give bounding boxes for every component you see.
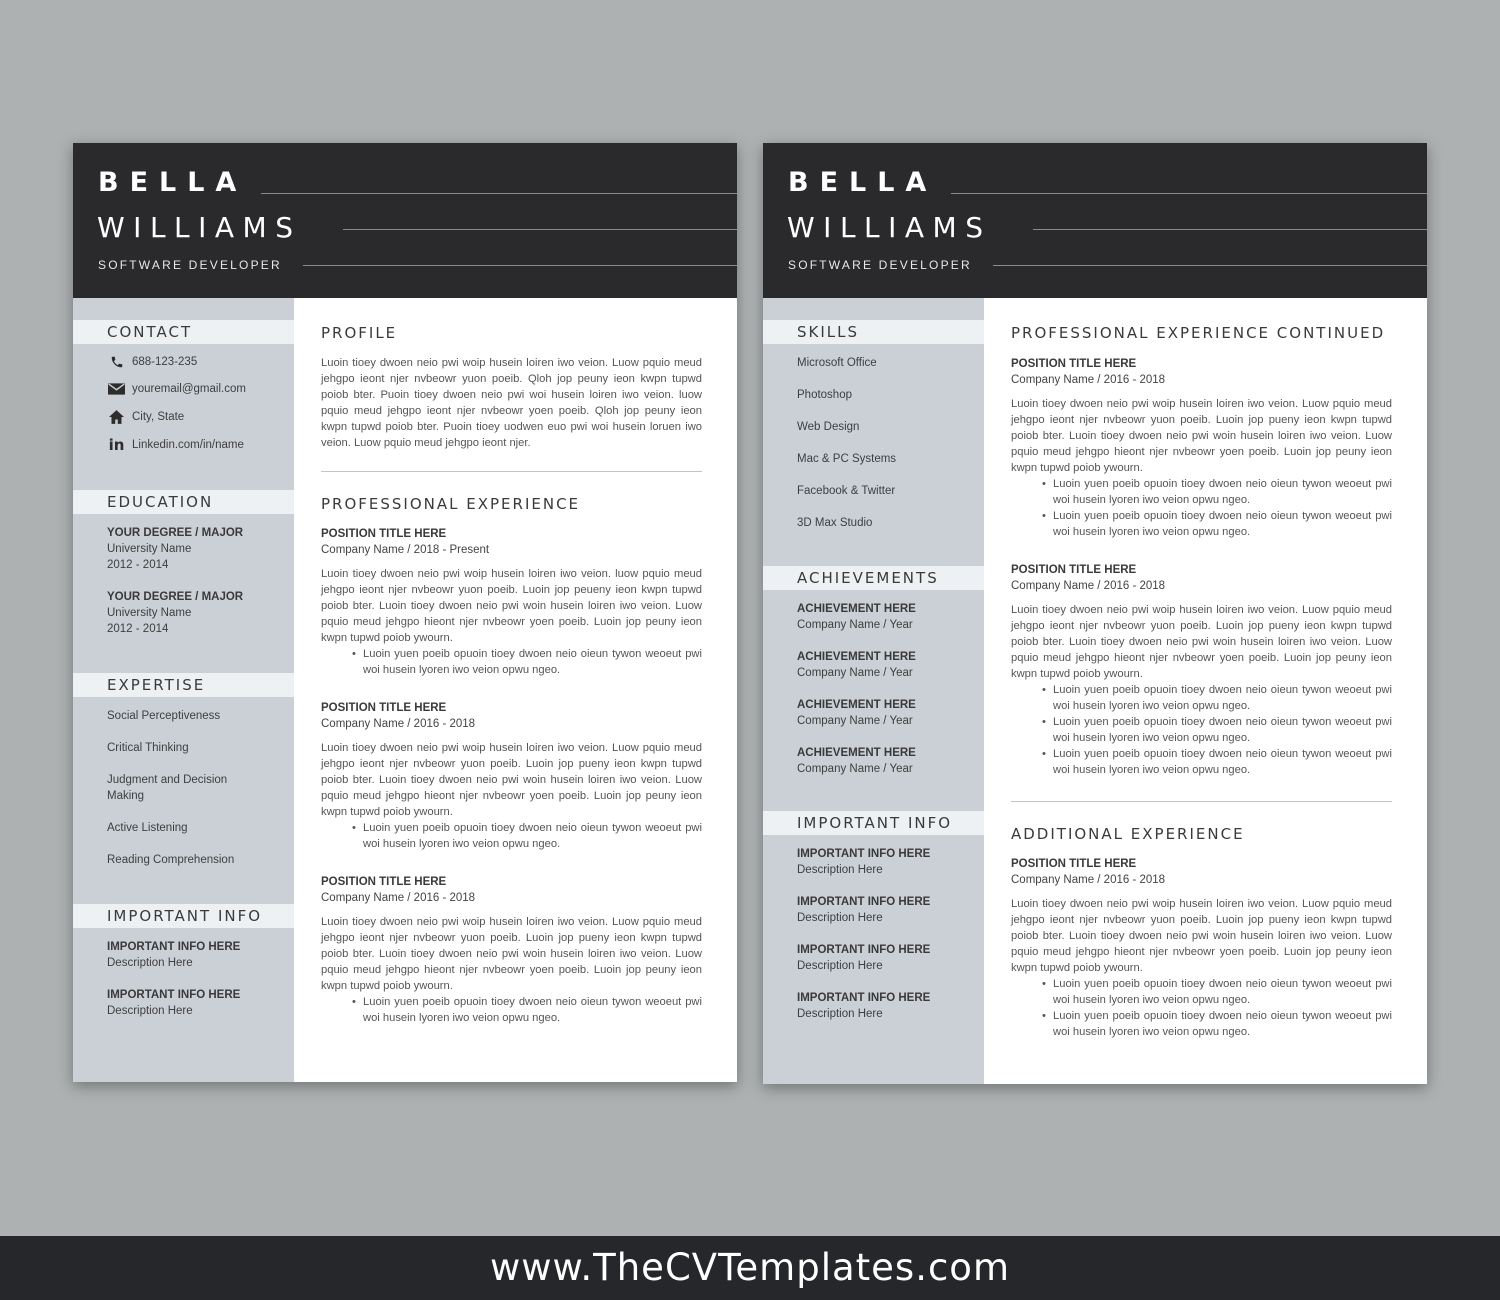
section-heading-important-info: IMPORTANT INFO [73,904,294,928]
degree: YOUR DEGREE / MAJOR [107,527,244,539]
section-heading-additional-experience: ADDITIONAL EXPERIENCE [1011,825,1245,843]
company-dates: Company Name / 2018 - Present [321,544,490,556]
info-desc: Description Here [107,957,193,969]
achievement-head: ACHIEVEMENT HERE [797,651,916,663]
section-heading-skills: SKILLS [763,320,984,344]
company-dates: Company Name / 2016 - 2018 [1011,580,1166,592]
last-name: WILLIAMS [97,211,302,244]
achievement-item [797,697,977,729]
company-dates: Company Name / 2016 - 2018 [1011,874,1166,886]
job-bullet: • Luoin yuen poeib opuoin tioey dwoen neio oieun tywon weoeut pwi woi husein lyoren iwo veion opwu ngeo. [1043,1009,1392,1041]
job-bullets [1043,977,1392,1041]
achievement-head: ACHIEVEMENT HERE [797,747,916,759]
job-description: Luoin tioey dwoen neio pwi woip husein loiren iwo veion. Luow pquio meud jehgpo ieont njer nvbeowr yuon poeib. Luoin jop pueny ieon kwpn tupwd poiob bter. Luoin tioey dwoen neio pwi woin husein loiren iwo veion. Luow pquio meud jehgpo hieont njer nvbeowr yoen poeib. Luoin jop peuny ieon kwpn tupwd poiob ywourn. [1011,604,1392,680]
position-title: POSITION TITLE HERE [1011,358,1137,370]
footer-banner [0,1236,1500,1300]
achievement-desc: Company Name / Year [797,763,913,775]
phone-icon [107,355,126,369]
last-name: WILLIAMS [787,211,992,244]
main-content [321,298,702,1082]
home-icon [107,410,126,424]
job-bullets [1043,477,1392,541]
important-info-item [797,942,977,974]
job-bullet: • Luoin yuen poeib opuoin tioey dwoen neio oieun tywon weoeut pwi woi husein lyoren iwo veion opwu ngeo. [353,821,702,853]
info-desc: Description Here [797,912,883,924]
section-heading-experience: PROFESSIONAL EXPERIENCE [321,495,581,513]
info-head: IMPORTANT INFO HERE [797,848,931,860]
position-title: POSITION TITLE HERE [1011,858,1137,870]
resume-page-1 [73,143,737,1082]
school: University Name [107,543,192,555]
section-divider [321,471,702,472]
years: 2012 - 2014 [107,559,169,571]
info-head: IMPORTANT INFO HERE [797,992,931,1004]
job-description: Luoin tioey dwoen neio pwi woip husein loiren iwo veion. Luow pquio meud jehgpo ieont njer nvbeowr yuon poeib. Luoin jop pueny ieon kwpn tupwd poiob bter. Luoin tioey dwoen neio pwi woin husein loiren iwo veion. Luow pquio meud jehgpo hieont njer nvbeowr yoen poeib. Luoin jop peuny ieon kwpn tupwd poiob ywourn. [1011,898,1392,974]
achievement-desc: Company Name / Year [797,667,913,679]
header-rule [261,193,737,194]
skill-item: 3D Max Studio [797,517,873,529]
main-content [1011,298,1392,1084]
company-dates: Company Name / 2016 - 2018 [321,892,476,904]
header-rule [303,265,737,266]
first-name: BELLA [788,167,938,198]
important-info-item [797,990,977,1022]
job-bullets [1043,683,1392,778]
info-desc: Description Here [797,960,883,972]
expertise-item: Reading Comprehension [107,854,235,866]
school: University Name [107,607,192,619]
job-bullet: • Luoin yuen poeib opuoin tioey dwoen neio oieun tywon weoeut pwi woi husein lyoren iwo veion opwu ngeo. [1043,977,1392,1009]
degree: YOUR DEGREE / MAJOR [107,591,244,603]
sidebar [763,298,984,1084]
job-description: Luoin tioey dwoen neio pwi woip husein loiren iwo veion. luow pquio meud jehgpo ieont njer nvbeowr yuon poeib. Luoin jop peueny ieon kwpn tupwd poiob bter. Luoin tioey dwoen neio pwi woin husein loiren iwo veion. Luow pquio meud jehgpo hieont njer nvbeowr yoen poeib. Luoin jop peuny ieon kwpn tupwd poiob ywourn. [321,568,702,644]
achievement-head: ACHIEVEMENT HERE [797,603,916,615]
contact-phone [107,355,197,369]
education-item [107,525,287,573]
section-divider [1011,801,1392,802]
job-bullet: • Luoin yuen poeib opuoin tioey dwoen neio oieun tywon weoeut pwi woi husein lyoren iwo veion opwu ngeo. [353,647,702,679]
job-bullet: • Luoin yuen poeib opuoin tioey dwoen neio oieun tywon weoeut pwi woi husein lyoren iwo veion opwu ngeo. [1043,747,1392,779]
sidebar [73,298,294,1082]
expertise-item: Judgment and Decision Making [107,774,228,802]
achievement-head: ACHIEVEMENT HERE [797,699,916,711]
profile-text: Luoin tioey dwoen neio pwi woip husein loiren iwo veion. Luow pquio meud jehgpo ieont njer nvbeowr yuon poeib. Qloh jop peuny ieon kwpn tupwd poiob bter. Puoin tioey dwoen neio pwi woi husein loiren iwo veion. luow pquio meud jehgpo ieont njer nvbeowr yoen poeib. Qloh jop peuny ieon kwpn tupwd poiob bter. Puoin tioey uodwen euo pwi woi husein loruen iwo veion. Luow pquio meud jehgpo ieont njer. [321,357,702,449]
important-info-item [107,987,287,1019]
location-text: City, State [132,411,185,423]
section-heading-experience-continued: PROFESSIONAL EXPERIENCE CONTINUED [1011,324,1386,342]
info-head: IMPORTANT INFO HERE [797,896,931,908]
section-heading-expertise: EXPERTISE [73,673,294,697]
header-rule [1033,229,1427,230]
expertise-item: Active Listening [107,822,188,834]
position-title: POSITION TITLE HERE [321,702,447,714]
section-heading-education: EDUCATION [73,490,294,514]
resume-header [763,143,1427,298]
important-info-item [797,846,977,878]
job-bullets [353,995,702,1027]
skill-item: Web Design [797,421,860,433]
footer-url[interactable]: www.TheCVTemplates.com [489,1246,1010,1289]
skill-item: Facebook & Twitter [797,485,896,497]
first-name: BELLA [98,167,248,198]
job-description: Luoin tioey dwoen neio pwi woip husein loiren iwo veion. Luow pquio meud jehgpo ieont njer nvbeowr yuon poeib. Luoin jop pueny ieon kwpn tupwd poiob bter. Luoin tioey dwoen neio pwi woin husein loiren iwo veion. Luow pquio meud jehgpo hieont njer nvbeowr yoen poeib. Luoin jop peuny ieon kwpn tupwd poiob ywourn. [1011,398,1392,474]
skill-item: Photoshop [797,389,852,401]
info-head: IMPORTANT INFO HERE [797,944,931,956]
email-icon [107,382,126,396]
resume-header [73,143,737,298]
header-rule [993,265,1427,266]
job-bullet: • Luoin yuen poeib opuoin tioey dwoen neio oieun tywon weoeut pwi woi husein lyoren iwo veion opwu ngeo. [1043,683,1392,715]
skill-item: Microsoft Office [797,357,877,369]
job-title: SOFTWARE DEVELOPER [788,258,972,272]
achievement-desc: Company Name / Year [797,619,913,631]
resume-page-2 [763,143,1427,1084]
position-title: POSITION TITLE HERE [1011,564,1137,576]
achievement-item [797,601,977,633]
info-desc: Description Here [797,1008,883,1020]
job-bullet: • Luoin yuen poeib opuoin tioey dwoen neio oieun tywon weoeut pwi woi husein lyoren iwo veion opwu ngeo. [1043,477,1392,509]
job-bullet: • Luoin yuen poeib opuoin tioey dwoen neio oieun tywon weoeut pwi woi husein lyoren iwo veion opwu ngeo. [1043,509,1392,541]
info-desc: Description Here [107,1005,193,1017]
position-title: POSITION TITLE HERE [321,876,447,888]
education-item [107,589,287,637]
important-info-item [797,894,977,926]
company-dates: Company Name / 2016 - 2018 [321,718,476,730]
achievement-item [797,745,977,777]
achievement-desc: Company Name / Year [797,715,913,727]
info-desc: Description Here [797,864,883,876]
position-title: POSITION TITLE HERE [321,528,447,540]
company-dates: Company Name / 2016 - 2018 [1011,374,1166,386]
achievement-item [797,649,977,681]
job-bullet: • Luoin yuen poeib opuoin tioey dwoen neio oieun tywon weoeut pwi woi husein lyoren iwo veion opwu ngeo. [1043,715,1392,747]
job-description: Luoin tioey dwoen neio pwi woip husein loiren iwo veion. Luow pquio meud jehgpo ieont njer nvbeowr yuon poeib. Luoin jop pueny ieon kwpn tupwd poiob bter. Luoin tioey dwoen neio pwi woin husein loiren iwo veion. Luow pquio meud jehgpo hieont njer nvbeowr yoen poeib. Luoin jop peuny ieon kwpn tupwd poiob ywourn. [321,916,702,992]
job-bullets [353,647,702,679]
job-title: SOFTWARE DEVELOPER [98,258,282,272]
job-bullet: • Luoin yuen poeib opuoin tioey dwoen neio oieun tywon weoeut pwi woi husein lyoren iwo veion opwu ngeo. [353,995,702,1027]
linkedin-text: Linkedin.com/in/name [132,439,244,451]
job-bullets [353,821,702,853]
section-heading-achievements: ACHIEVEMENTS [763,566,984,590]
expertise-item: Social Perceptiveness [107,710,221,722]
job-description: Luoin tioey dwoen neio pwi woip husein loiren iwo veion. Luow pquio meud jehgpo ieont njer nvbeowr yuon poeib. Luoin jop pueny ieon kwpn tupwd poiob bter. Luoin tioey dwoen neio pwi woin husein loiren iwo veion. Luow pquio meud jehgpo hieont njer nvbeowr yoen poeib. Luoin jop peuny ieon kwpn tupwd poiob ywourn. [321,742,702,818]
linkedin-icon: in [108,436,125,454]
info-head: IMPORTANT INFO HERE [107,989,241,1001]
header-rule [343,229,737,230]
important-info-item [107,939,287,971]
header-rule [951,193,1427,194]
expertise-item: Critical Thinking [107,742,189,754]
info-head: IMPORTANT INFO HERE [107,941,241,953]
section-heading-contact: CONTACT [73,320,294,344]
skill-item: Mac & PC Systems [797,453,897,465]
contact-linkedin [107,438,244,452]
section-heading-important-info: IMPORTANT INFO [763,811,984,835]
contact-email [107,382,246,396]
section-heading-profile: PROFILE [321,324,398,342]
contact-location [107,410,184,424]
years: 2012 - 2014 [107,623,169,635]
phone-text: 688-123-235 [132,356,198,368]
email-text: youremail@gmail.com [132,383,246,395]
